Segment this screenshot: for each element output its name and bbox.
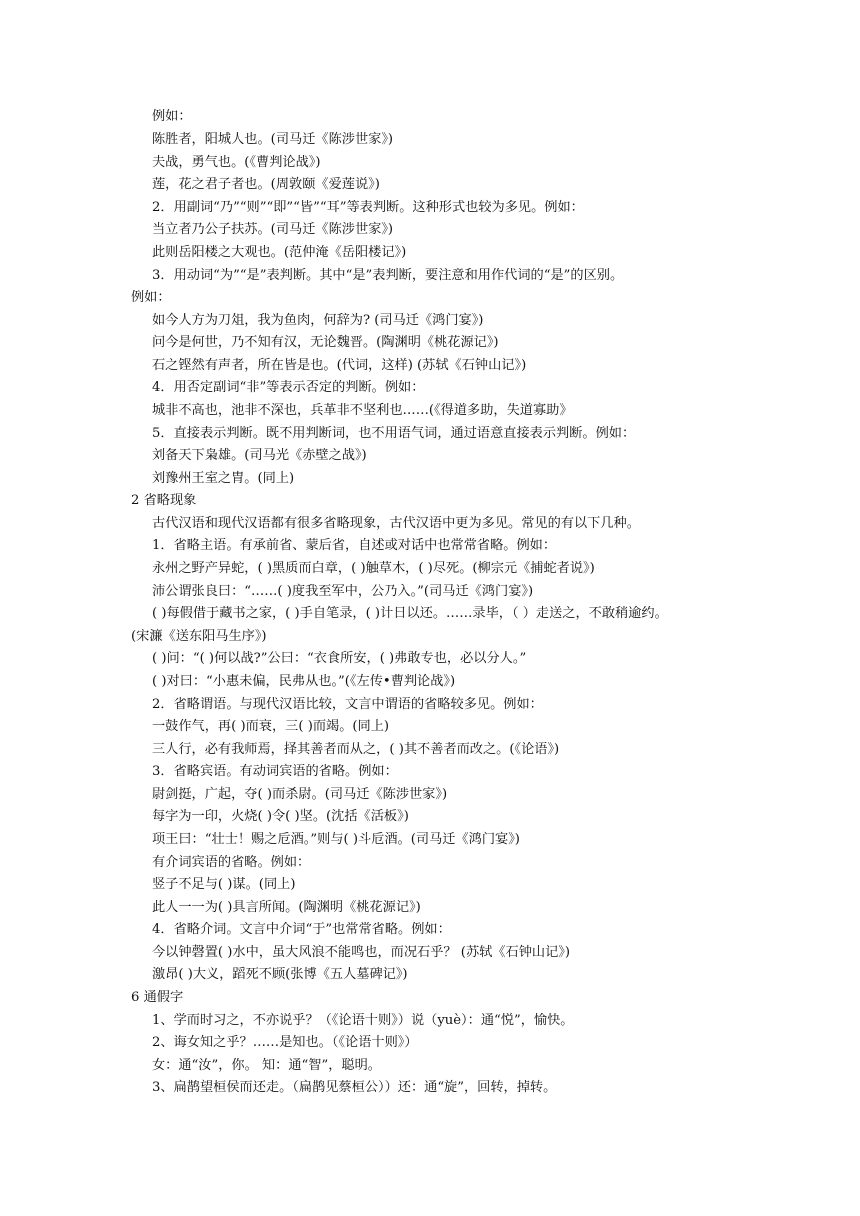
text-line: 每字为一印，火烧( )令( )坚。(沈括《活板》): [152, 809, 409, 824]
text-line: 莲，花之君子者也。(周敦颐《爱莲说》): [152, 177, 380, 192]
text-line: ( )对曰：“小惠未偏，民弗从也。”(《左传•曹判论战》): [152, 674, 456, 689]
text-line: 一鼓作气，再( )而衰，三( )而竭。(同上): [152, 719, 390, 734]
text-line: 女：通“汝”，你。 知：通“智”，聪明。: [152, 1058, 381, 1073]
text-line: 2、诲女知之乎？……是知也。（《论语十则》）: [152, 1035, 418, 1050]
text-line: 此则岳阳楼之大观也。(范仲淹《岳阳楼记》): [152, 245, 407, 260]
text-line: 有介词宾语的省略。例如：: [152, 855, 311, 870]
text-line: 问今是何世，乃不知有汉，无论魏晋。(陶渊明《桃花源记》): [152, 335, 499, 350]
text-line: 2．省略谓语。与现代汉语比较，文言中谓语的省略较多见。例如：: [152, 697, 543, 712]
text-line: 1、学而时习之，不亦说乎？（《论语十则》）说（yuè）：通“悦”，愉快。: [152, 1013, 574, 1028]
text-line: 4．省略介词。文言中介词“于”也常常省略。例如：: [152, 922, 451, 937]
section-heading: 6 通假字: [131, 990, 184, 1005]
text-line: 夫战，勇气也。(《曹判论战》): [152, 155, 321, 170]
text-line: 3、扁鹊望桓侯而还走。（扁鹊见蔡桓公））还：通“旋”，回转，掉转。: [152, 1080, 557, 1095]
text-line: ( )问：“( )何以战?”公曰：“衣食所安，( )弗敢专也，必以分人。”: [152, 651, 527, 666]
text-line: 当立者乃公子扶苏。(司马迁《陈涉世家》): [152, 222, 394, 237]
text-line: 项王曰：“壮士！赐之卮酒。”则与( )斗卮酒。(司马迁《鸿门宴》): [152, 832, 520, 847]
text-line: 今以钟磬置( )水中，虽大风浪不能鸣也，而况石乎？ (苏轼《石钟山记》): [152, 945, 570, 960]
section-heading: 2 省略现象: [131, 493, 197, 508]
text-line: 城非不高也，池非不深也，兵革非不坚利也……(《得道多助，失道寡助》: [152, 403, 573, 418]
text-line: 尉剑挺，广起，夺( )而杀尉。(司马迁《陈涉世家》): [152, 787, 448, 802]
text-line: 刘备天下枭雄。(司马光《赤壁之战》): [152, 448, 367, 463]
text-line: 古代汉语和现代汉语都有很多省略现象，古代汉语中更为多见。常见的有以下几种。: [152, 516, 640, 531]
text-line: 此人一一为( )具言所闻。(陶渊明《桃花源记》): [152, 900, 421, 915]
text-line: 例如：: [131, 290, 171, 305]
text-line: 陈胜者，阳城人也。(司马迁《陈涉世家》): [152, 132, 394, 147]
text-line: ( )每假借于藏书之家，( )手自笔录，( )计日以还。……录毕，（ ）走送之，不敢稍逾约。: [152, 606, 668, 621]
text-line: 永州之野产异蛇，( )黑质而白章，( )触草木，( )尽死。(柳宗元《捕蛇者说》): [152, 561, 595, 576]
text-line: 4．用否定副词“非”等表示否定的判断。例如：: [152, 380, 425, 395]
text-line: 5．直接表示判断。既不用判断词，也不用语气词，通过语意直接表示判断。例如：: [152, 426, 636, 441]
text-line: 激昂( )大义，蹈死不顾(张博《五人墓碑记》): [152, 967, 408, 982]
text-line: 3．省略宾语。有动词宾语的省略。例如：: [152, 764, 398, 779]
text-line: 竖子不足与( )谋。(同上): [152, 877, 296, 892]
text-line: 石之铿然有声者，所在皆是也。(代词，这样) (苏轼《石钟山记》): [152, 358, 527, 373]
text-line: 如今人方为刀俎，我为鱼肉，何辞为? (司马迁《鸿门宴》): [152, 313, 484, 328]
text-line: 三人行，必有我师焉，择其善者而从之，( )其不善者而改之。(《论语》): [152, 742, 560, 757]
text-line: 1．省略主语。有承前省、蒙后省，自述或对话中也常常省略。例如：: [152, 538, 557, 553]
text-line: 刘豫州王室之胄。(同上): [152, 471, 295, 486]
text-line: 例如：: [152, 109, 192, 124]
text-line: 2．用副词“乃”“则”“即”“皆”“耳”等表判断。这种形式也较为多见。例如：: [152, 200, 584, 215]
text-line: 3．用动词“为”“是”表判断。其中“是”表判断，要注意和用作代词的“是”的区别。: [152, 268, 624, 283]
text-line: (宋濂《送东阳马生序》): [131, 629, 267, 644]
text-line: 沛公谓张良曰：“……( )度我至军中，公乃入。”(司马迁《鸿门宴》): [152, 584, 534, 599]
